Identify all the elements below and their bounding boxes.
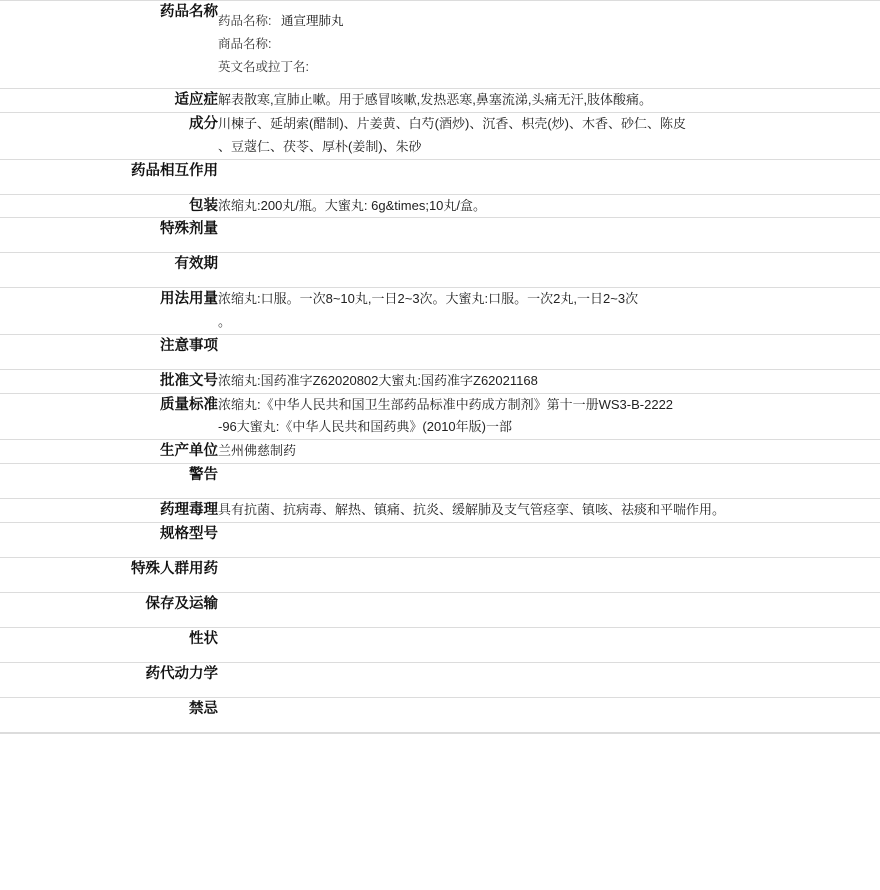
table-row [0,253,880,288]
row-value [218,557,880,592]
row-label: 药理毒理 [0,498,218,522]
row-value [218,113,880,160]
table-row [0,159,880,194]
row-label: 禁忌 [0,697,218,732]
row-value: 浓缩丸:200丸/瓶。大蜜丸: 6g&times;10丸/盒。 [218,194,880,218]
table-row [0,288,880,335]
table-row [0,393,880,440]
table-row [0,89,880,113]
row-value-line: 浓缩丸:口服。一次8~10丸,一日2~3次。大蜜丸:口服。一次2丸,一日2~3次 [218,291,639,307]
row-label: 特殊人群用药 [0,557,218,592]
table-row [0,522,880,557]
row-value [218,288,880,335]
table-row [0,463,880,498]
row-label: 有效期 [0,253,218,288]
name-line [218,10,880,33]
row-value: 浓缩丸:国药准字Z62020802大蜜丸:国药准字Z62021168 [218,369,880,393]
row-label: 包装 [0,194,218,218]
row-label: 规格型号 [0,522,218,557]
row-label: 成分 [0,113,218,160]
row-label: 警告 [0,463,218,498]
row-value [218,393,880,440]
row-value [218,592,880,627]
table-row [0,592,880,627]
row-value [218,218,880,253]
row-label: 适应症 [0,89,218,113]
row-label: 批准文号 [0,369,218,393]
table-row [0,1,880,89]
table-bottom-divider [0,733,880,734]
row-label: 药代动力学 [0,662,218,697]
row-label: 用法用量 [0,288,218,335]
row-value [218,522,880,557]
table-row [0,498,880,522]
row-label: 生产单位 [0,440,218,464]
table-row [0,334,880,369]
latin-name-line [218,56,880,79]
row-value [218,627,880,662]
latin-name-key: 英文名或拉丁名: [218,60,309,75]
row-value-line: 、豆蔻仁、茯苓、厚朴(姜制)、朱砂 [218,138,422,154]
table-row [0,440,880,464]
table-row [0,218,880,253]
row-value: 解表散寒,宣肺止嗽。用于感冒咳嗽,发热恶寒,鼻塞流涕,头痛无汗,肢体酸痛。 [218,89,880,113]
row-value [218,253,880,288]
row-label: 药品相互作用 [0,159,218,194]
table-row [0,369,880,393]
row-label: 保存及运输 [0,592,218,627]
row-value: 具有抗菌、抗病毒、解热、镇痛、抗炎、缓解肺及支气管痉挛、镇咳、祛痰和平喘作用。 [218,498,880,522]
row-value [218,662,880,697]
row-value-line: -96大蜜丸:《中华人民共和国药典》(2010年版)一部 [218,419,512,435]
row-value: 兰州佛慈制药 [218,440,880,464]
trade-name-key: 商品名称: [218,37,272,52]
row-value [218,1,880,89]
row-label: 质量标准 [0,393,218,440]
table-row [0,627,880,662]
row-value-line: 。 [218,314,232,330]
table-row [0,113,880,160]
row-value [218,463,880,498]
name-value: 通宣理肺丸 [280,14,344,28]
trade-name-line [218,33,880,56]
row-value [218,159,880,194]
name-key: 药品名称: [218,14,272,28]
table-row [0,557,880,592]
row-label: 药品名称 [0,1,218,89]
table-row [0,194,880,218]
row-value-line: 川楝子、延胡索(醋制)、片姜黄、白芍(酒炒)、沉香、枳壳(炒)、木香、砂仁、陈皮 [218,116,686,132]
row-value [218,334,880,369]
row-value [218,697,880,732]
row-label: 特殊剂量 [0,218,218,253]
row-label: 注意事项 [0,334,218,369]
table-row [0,662,880,697]
table-row [0,697,880,732]
row-label: 性状 [0,627,218,662]
row-value-line: 浓缩丸:《中华人民共和国卫生部药品标准中药成方制剂》第十一册WS3-B-2222 [218,396,674,412]
